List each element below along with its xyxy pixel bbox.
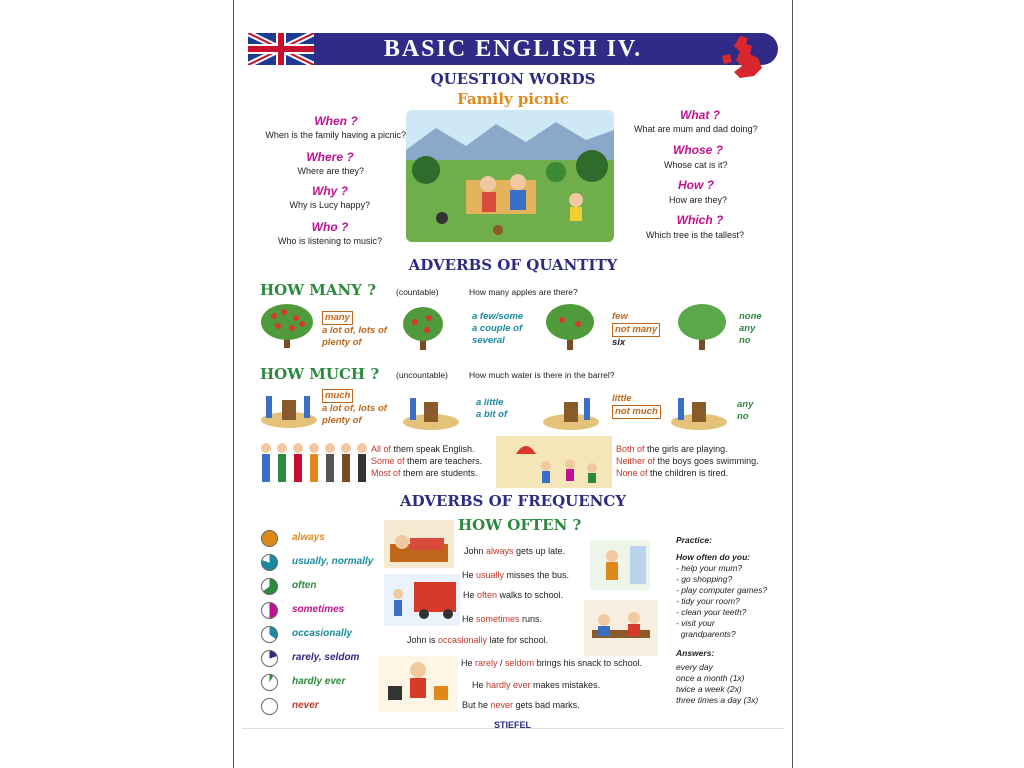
quantity-keyword: Both of [616, 444, 645, 454]
frequency-keyword: often [477, 590, 498, 600]
answer-item: once a month (1x) [676, 673, 745, 683]
barrel-island-full-illustration [258, 386, 320, 430]
quantity-word: several [472, 335, 505, 346]
how-many-label: HOW MANY ? [260, 281, 376, 299]
sentence-text: He [462, 570, 477, 580]
sentence-text: the girls are playing. [644, 444, 728, 454]
question-word-what: What ? [680, 108, 720, 122]
frequency-sentence [463, 589, 563, 601]
frequency-sentence [464, 545, 565, 557]
sentence-text: He [462, 614, 477, 624]
page-title: BASIC ENGLISH IV. [383, 36, 643, 62]
frequency-adverb: never [292, 700, 319, 711]
sentence-text: He [461, 658, 476, 668]
quantity-list-many [322, 311, 387, 349]
group-of-people-illustration [258, 440, 368, 488]
practice-question: How often do you: [676, 552, 751, 562]
frequency-sentence [461, 657, 642, 669]
frequency-keyword: rarely [475, 658, 498, 668]
quantity-list-not-much [612, 393, 661, 419]
apple-tree-many-illustration [258, 302, 318, 350]
quantity-word: no [739, 335, 751, 346]
quantity-word-boxed: not many [612, 323, 660, 337]
answer-item: twice a week (2x) [676, 684, 742, 694]
barrel-island-not-much-illustration [540, 388, 602, 432]
frequency-circle-rarely-icon [261, 650, 278, 667]
quantity-word: little [612, 393, 632, 404]
adverbs-of-quantity-heading: ADVERBS OF QUANTITY [408, 256, 618, 274]
question-word-whose: Whose ? [673, 143, 723, 157]
quantity-word: a lot of, lots of [322, 325, 387, 336]
quantity-word: a few/some [472, 311, 524, 322]
people-sentences-right [616, 443, 759, 479]
practice-item: - go shopping? [676, 574, 733, 584]
practice-item: - visit your [676, 618, 715, 628]
answer-item: every day [676, 662, 713, 672]
practice-panel [676, 535, 790, 706]
answers-label: Answers: [676, 648, 715, 658]
frequency-keyword: sometimes [476, 614, 520, 624]
question-word-which: Which ? [676, 213, 724, 227]
practice-item: - play computer games? [676, 585, 768, 595]
classroom-illustration [584, 600, 658, 656]
frequency-sentence [472, 679, 600, 691]
boy-in-bed-illustration [384, 520, 454, 568]
quantity-word: any [737, 399, 754, 410]
practice-item: grandparents? [676, 629, 736, 639]
quantity-list-few [612, 311, 660, 349]
question-sentence: When is the family having a picnic? [265, 130, 406, 140]
frequency-sentence [462, 569, 569, 581]
quantity-keyword: Some of [371, 456, 405, 466]
sentence-text: John [464, 546, 487, 556]
how-much-question: How much water is there in the barrel? [469, 370, 615, 380]
beach-children-illustration [496, 436, 612, 488]
sentence-text: brings his snack to school. [534, 658, 643, 668]
frequency-adverb: sometimes [292, 604, 345, 615]
quantity-word-boxed: not much [612, 405, 661, 419]
frequency-adverb: hardly ever [292, 676, 346, 687]
sentence-text: the children is tired. [647, 468, 729, 478]
quantity-word: any [739, 323, 756, 334]
frequency-circle-never-icon [261, 698, 278, 715]
sentence-text: gets up late. [513, 546, 566, 556]
sentence-text: walks to school. [497, 590, 564, 600]
question-word-how: How ? [678, 178, 714, 192]
sentence-text: them speak English. [391, 444, 475, 454]
practice-label: Practice: [676, 535, 712, 545]
frequency-circle-sometimes-icon [261, 602, 278, 619]
question-word-when: When ? [314, 114, 358, 128]
question-sentence: Why is Lucy happy? [289, 200, 370, 210]
answer-item: three times a day (3x) [676, 695, 759, 705]
uncountable-note: (uncountable) [396, 370, 448, 380]
quantity-list-no [737, 399, 753, 423]
quantity-list-little [476, 397, 507, 421]
question-sentence: Who is listening to music? [277, 236, 382, 246]
quantity-word-boxed: much [322, 389, 353, 403]
sentence-text: But he [462, 700, 491, 710]
question-sentence: Which tree is the tallest? [646, 230, 745, 240]
frequency-circle-always-icon [261, 530, 278, 547]
sentence-text: He [472, 680, 487, 690]
frequency-keyword: always [486, 546, 514, 556]
quantity-word: six [612, 337, 626, 348]
quantity-keyword: Most of [371, 468, 401, 478]
adverbs-of-frequency-heading: ADVERBS OF FREQUENCY [399, 492, 627, 510]
frequency-circle-often-icon [261, 578, 278, 595]
how-much-label: HOW MUCH ? [260, 365, 380, 383]
frequency-keyword: never [490, 700, 514, 710]
quantity-word-boxed: many [322, 311, 353, 325]
practice-item: - tidy your room? [676, 596, 740, 606]
question-words-heading: QUESTION WORDS [430, 70, 596, 88]
quantity-word: plenty of [322, 415, 362, 426]
practice-item: - help your mum? [676, 563, 743, 573]
question-word-why: Why ? [312, 184, 348, 198]
frequency-adverb: usually, normally [292, 556, 374, 567]
apple-tree-few-illustration [542, 302, 598, 352]
how-many-question: How many apples are there? [469, 287, 578, 297]
poster [233, 0, 793, 768]
frequency-keyword: hardly ever [486, 680, 531, 690]
frequency-adverb: rarely, seldom [292, 652, 360, 663]
sentence-text: the boys goes swimming. [655, 456, 759, 466]
quantity-list-some [472, 311, 523, 347]
frequency-circle-hardly-ever-icon [261, 674, 278, 691]
frequency-circle-usually-icon [261, 554, 278, 571]
sentence-text: makes mistakes. [530, 680, 601, 690]
family-picnic-subheading: Family picnic [457, 90, 569, 108]
apple-tree-none-illustration [674, 302, 730, 352]
frequency-circle-occasionally-icon [261, 626, 278, 643]
sentence-text: misses the bus. [504, 570, 570, 580]
frequency-sentence [407, 634, 548, 646]
quantity-word: a bit of [476, 409, 508, 420]
frequency-keyword: seldom [505, 658, 535, 668]
boy-with-snack-illustration [378, 656, 458, 712]
bus-stop-illustration [384, 574, 460, 626]
people-sentences-left [371, 443, 482, 479]
quantity-word: no [737, 411, 749, 422]
barrel-island-little-illustration [400, 388, 462, 432]
frequency-keyword: occasionally [438, 635, 488, 645]
frequency-keyword: usually [476, 570, 505, 580]
family-picnic-illustration [406, 110, 614, 242]
quantity-word: a couple of [472, 323, 523, 334]
barrel-island-empty-illustration [668, 388, 730, 432]
question-sentence: What are mum and dad doing? [634, 124, 758, 134]
sentence-text: He [463, 590, 478, 600]
sentence-text: gets bad marks. [513, 700, 580, 710]
quantity-keyword: All of [371, 444, 392, 454]
quantity-word: a lot of, lots of [322, 403, 387, 414]
question-sentence: Whose cat is it? [664, 160, 728, 170]
practice-item: - clean your teeth? [676, 607, 747, 617]
publisher-logo: STIEFEL [494, 720, 532, 730]
frequency-adverb: always [292, 532, 325, 543]
apple-tree-some-illustration [399, 304, 447, 352]
sentence-text: runs. [519, 614, 543, 624]
quantity-keyword: Neither of [616, 456, 656, 466]
quantity-keyword: None of [616, 468, 648, 478]
question-word-where: Where ? [306, 150, 354, 164]
quantity-word: few [612, 311, 628, 322]
countable-note: (countable) [396, 287, 439, 297]
frequency-sentence [462, 699, 580, 711]
sentence-text: / [497, 658, 506, 668]
question-word-who: Who ? [311, 220, 349, 234]
question-sentence: Where are they? [297, 166, 364, 176]
frequency-sentence [462, 613, 542, 625]
quantity-list-none [739, 311, 762, 347]
sentence-text: them are teachers. [404, 456, 483, 466]
sentence-text: them are students. [400, 468, 478, 478]
publisher-footer [242, 722, 784, 738]
sentence-text: John is [407, 635, 439, 645]
boy-walking-illustration [590, 540, 650, 590]
question-sentence: How are they? [669, 195, 728, 205]
quantity-word: a little [476, 397, 504, 408]
quantity-word: none [739, 311, 762, 322]
sentence-text: late for school. [487, 635, 549, 645]
frequency-adverb: often [292, 580, 317, 591]
frequency-adverb: occasionally [292, 628, 353, 639]
how-often-label: HOW OFTEN ? [458, 516, 582, 534]
quantity-list-much [322, 389, 387, 427]
quantity-word: plenty of [322, 337, 362, 348]
